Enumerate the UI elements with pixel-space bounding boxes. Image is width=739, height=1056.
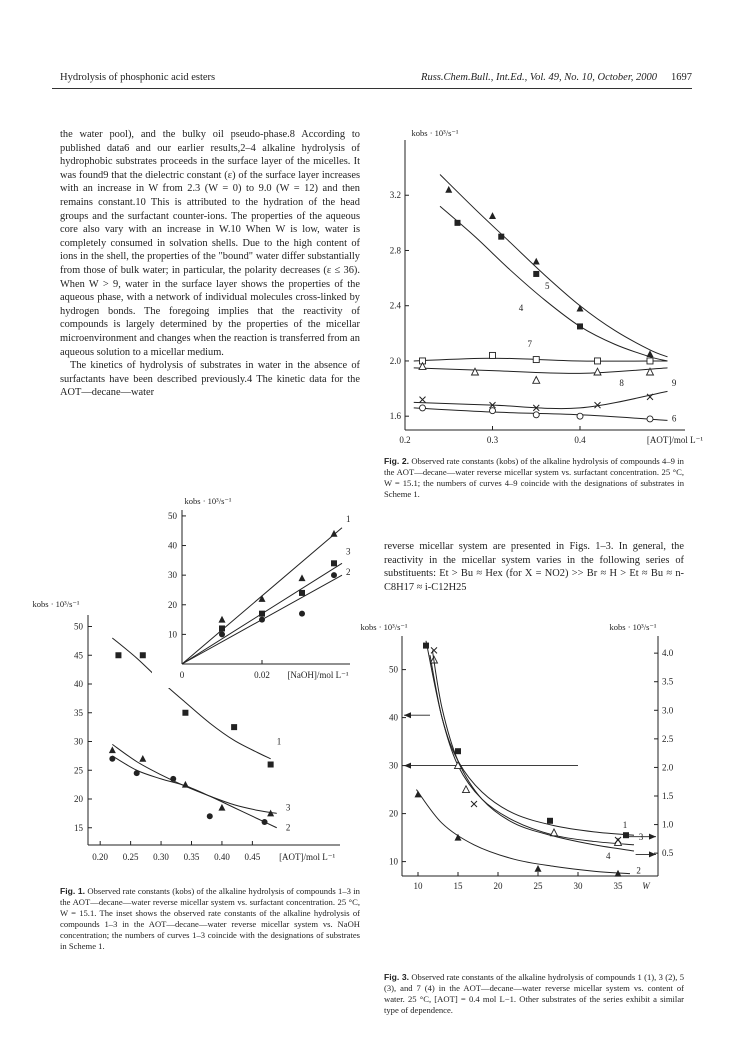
fig2-curve-label: 6: [671, 413, 677, 424]
figure-1-label: Fig. 1.: [60, 886, 86, 896]
fig3-y2-tick-label: 2.5: [662, 733, 674, 744]
fig2-x-tick-label: 0.2: [399, 435, 411, 445]
fig1-x-tick-label: 0.35: [183, 852, 200, 862]
fig3-point-1: [455, 748, 461, 754]
journal-info: Russ.Chem.Bull., Int.Ed., Vol. 49, No. 10, October, 2000: [421, 72, 657, 83]
fig3-point-4: [471, 801, 477, 807]
figure-3-caption: [384, 972, 684, 1016]
fig3-curve-label: 1: [622, 820, 628, 830]
fig3-point-3: [551, 829, 558, 836]
fig2-y-tick-label: 2.0: [389, 355, 401, 366]
fig3-y-tick-label: 30: [389, 760, 398, 771]
paragraph: the water pool), and the bulky oil pseudo-phase.8 According to published data6 and our earlier results,2–4 alkaline hydrolysis of hydrophobic substrates proceeds in the surface layer of the micelles. It was found9 that the dielectric constant (ε) of the surface layer increases with an increase in W from 2.3 (W = 0) to 9.0 (W = 12) and then remains constant.10 This is attributed to the hydration of the head groups and the surfactant counter-ions. The properties of the aqueous core also vary with an increase in W.10 When W is low, water is completely consumed in solvation shells. Due to the high content of ions in the shell, the properties of the "bound" water differ substantially from those of bulk water; in particular, the polarity decreases (ε ≤ 36). When W > 9, water in the surface layer shows the properties of the aqueous phase, with a network of individual molecules cross-linked by hydrogen bonds. The foregoing implies that the reactivity of compounds is largely determined by the properties of the micellar microenvironment and changes when the reaction is transferred from an aqueous solution to a micellar medium.: [60, 129, 360, 358]
fig1-inset-y-tick-label: 20: [168, 599, 177, 610]
fig1-y-axis-label: kobs · 10³/s⁻¹: [32, 599, 80, 609]
fig2-y-tick-label: 2.8: [389, 245, 401, 256]
fig1-x-tick-label: 0.45: [244, 852, 261, 862]
fig3-y-tick-label: 10: [389, 856, 398, 867]
fig1-inset-y-axis-label: kobs · 10³/s⁻¹: [184, 496, 232, 506]
fig3-y2-tick-label: 1.0: [662, 819, 674, 830]
fig3-curve-label: 3: [638, 832, 644, 842]
fig1-inset-y-tick-label: 10: [168, 629, 177, 640]
fig3-y2-tick-label: 0.5: [662, 848, 674, 859]
fig2-curve-label: 9: [671, 377, 677, 388]
figure-3-caption-text: Observed rate constants of the alkaline hydrolysis of compounds 1 (1), 3 (2), 5 (3), and 7 (4) in the AOT—decane—water reverse micellar system vs. content of water. 25 °C, [AOT] = 0.4 mol L−1. Other substrates of the series exhibit a similar type of dependence.: [384, 972, 684, 1015]
fig2-curve-label: 5: [545, 281, 550, 292]
fig1-y-tick-label: 35: [74, 707, 83, 718]
fig3-curve-label: 2: [636, 865, 641, 876]
fig3-point-2: [415, 791, 422, 798]
fig1-inset-curve-label: 2: [346, 567, 351, 578]
fig1-curve-label: 2: [285, 822, 291, 833]
fig2-x-axis-label: [AOT]/mol L⁻¹: [646, 435, 704, 445]
fig3-curve-2: [416, 790, 630, 874]
fig3-arrow-head: [649, 851, 656, 857]
fig2-curve-label: 4: [518, 303, 524, 314]
fig3-x-tick-label: 25: [533, 881, 543, 891]
running-title: Hydrolysis of phosphonic acid esters: [60, 72, 216, 83]
fig3-y2-tick-label: 2.0: [662, 762, 674, 773]
fig1-x-tick-label: 0.40: [214, 852, 230, 862]
fig2-y-tick-label: 2.4: [389, 300, 401, 311]
fig2-y-axis-label: kobs · 10³/s⁻¹: [411, 128, 459, 138]
fig3-y-tick-label: 20: [389, 808, 398, 819]
paragraph: The kinetics of hydrolysis of substrates in water in the absence of surfactants have been described previously.4 The kinetic data for the AOT—decane—water: [60, 360, 360, 399]
fig1-inset-y-tick-label: 50: [168, 510, 177, 521]
fig2-curve-label: 8: [619, 377, 624, 388]
fig2-curve-label: 7: [527, 339, 532, 350]
fig3-x-tick-label: 30: [573, 881, 583, 891]
fig2-x-tick-label: 0.4: [574, 435, 586, 445]
figure-3-label: Fig. 3.: [384, 972, 410, 982]
fig1-y-tick-label: 45: [74, 650, 83, 661]
fig1-curve-label: 1: [276, 736, 282, 747]
fig2-y-tick-label: 1.6: [389, 411, 401, 422]
fig2-y-tick-label: 3.2: [389, 190, 401, 201]
figure-2-caption: [384, 456, 684, 500]
fig3-y2-axis-label: kobs · 10³/s⁻¹: [609, 622, 657, 632]
fig1-y-tick-label: 50: [74, 621, 83, 632]
fig3-y-tick-label: 40: [389, 712, 398, 723]
fig3-y2-tick-label: 4.0: [662, 648, 674, 659]
fig3-x-tick-label: 10: [413, 881, 423, 891]
figure-1-caption: [60, 886, 360, 952]
fig1-y-tick-label: 20: [74, 794, 83, 804]
fig1-y-tick-label: 40: [74, 679, 83, 689]
fig3-curve-label: 4: [606, 851, 611, 862]
fig1-y-tick-label: 30: [74, 736, 83, 747]
fig3-point-1: [623, 832, 629, 838]
fig3-y-tick-label: 50: [389, 664, 398, 675]
fig1-y-tick-label: 15: [74, 822, 83, 833]
fig3-point-2: [535, 865, 542, 872]
fig3-x-tick-label: 15: [453, 881, 463, 891]
figure-2-label: Fig. 2.: [384, 456, 410, 466]
fig3-y2-tick-label: 3.5: [662, 676, 674, 687]
fig1-inset-y-tick-label: 40: [168, 540, 177, 551]
fig1-inset-x-tick-label: 0: [179, 670, 185, 680]
fig2-x-tick-label: 0.3: [486, 435, 499, 445]
fig3-point-1: [423, 643, 429, 649]
fig3-point-4: [431, 647, 437, 653]
paragraph: reverse micellar system are presented in Figs. 1–3. In general, the reactivity in the micellar system varies in the following series of substituents: Et > Bu ≈ Hex (for X = NO2) >> Br ≈ H > Et ≈ Bu ≈ n-C8H17 ≈ i-C12H25: [384, 541, 684, 593]
fig1-x-tick-label: 0.25: [122, 852, 139, 862]
fig1-x-axis-label: [AOT]/mol L⁻¹: [279, 852, 336, 862]
fig3-arrow-head: [649, 834, 656, 840]
fig3-arrow-head: [404, 763, 411, 769]
figure-1-caption-text: Observed rate constants (kobs) of the alkaline hydrolysis of compounds 1–3 in the AOT—decane—water reverse micellar system vs. surfactant concentration. 25 °C, W = 15.1. The inset shows the observed rate constants of the alkaline hydrolysis of compounds 1–3 in the AOT—decane—water reverse micellar system vs. NaOH concentration; the numbers of curves 1–3 coincide with the designations of substrates in Scheme 1.: [60, 886, 360, 951]
fig3-point-1: [547, 818, 553, 824]
fig1-curve-label: 3: [285, 802, 291, 813]
fig3-curve-4: [432, 650, 634, 851]
figure-3-plot: [361, 622, 674, 891]
fig1-inset-y-tick-label: 30: [168, 570, 177, 581]
fig3-y-axis-label: kobs · 10³/s⁻¹: [360, 622, 408, 632]
fig1-inset-x-tick-label: 0.02: [254, 670, 270, 680]
fig3-point-3: [463, 786, 470, 793]
fig1-inset-x-axis-label: [NaOH]/mol L⁻¹: [287, 670, 349, 680]
fig3-curve-1: [426, 641, 634, 835]
figure-2-caption-text: Observed rate constants (kobs) of the alkaline hydrolysis of compounds 4–9 in the AOT—decane—water reverse micellar system vs. surfactant concentration. 25 °C, W = 15.1; the numbers of curves 4–9 coincide with the designations of substrates in Scheme 1.: [384, 456, 684, 499]
fig3-x-tick-label: W: [642, 881, 650, 891]
fig1-x-tick-label: 0.20: [92, 852, 109, 862]
fig1-y-tick-label: 25: [74, 765, 83, 776]
fig3-x-tick-label: 20: [493, 881, 503, 891]
fig3-x-tick-label: 35: [613, 881, 623, 891]
fig3-y2-tick-label: 3.0: [662, 705, 674, 716]
fig1-x-tick-label: 0.30: [153, 852, 169, 862]
page-number: 1697: [671, 72, 692, 83]
fig1-inset-curve-label: 3: [346, 546, 351, 557]
fig1-inset-curve-label: 1: [346, 513, 351, 524]
fig3-y2-tick-label: 1.5: [662, 791, 674, 801]
